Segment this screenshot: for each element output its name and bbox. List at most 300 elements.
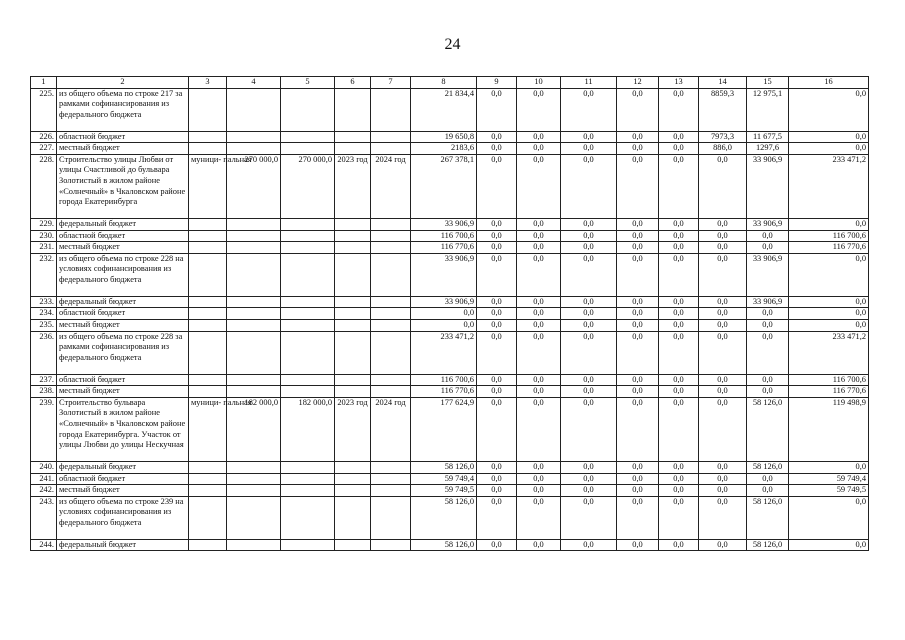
row-number: 229. (31, 218, 57, 230)
row-number: 227. (31, 143, 57, 155)
value-col-12: 0,0 (617, 253, 659, 296)
value-col-9: 0,0 (477, 88, 517, 131)
value-col-12: 0,0 (617, 473, 659, 485)
value-col-14: 0,0 (699, 154, 747, 218)
value-col-8: 116 700,6 (411, 374, 477, 386)
row-number: 239. (31, 397, 57, 461)
value-col-13: 0,0 (659, 242, 699, 254)
end-year (371, 230, 411, 242)
value-col-16: 233 471,2 (789, 331, 869, 374)
value-col-15: 11 677,5 (747, 131, 789, 143)
end-year (371, 296, 411, 308)
estimated-cost (227, 242, 281, 254)
table-row (31, 218, 869, 230)
value-col-16: 0,0 (789, 143, 869, 155)
row-name: из общего объема по строке 228 на условиях софинансирования из федерального бюджета (57, 253, 189, 296)
end-year (371, 374, 411, 386)
start-year (335, 253, 371, 296)
estimated-cost (227, 88, 281, 131)
value-col-11: 0,0 (561, 143, 617, 155)
row-name: местный бюджет (57, 386, 189, 398)
table-row (31, 308, 869, 320)
row-name: из общего объема по строке 239 на условиях софинансирования из федерального бюджета (57, 496, 189, 539)
row-number: 240. (31, 461, 57, 473)
estimated-cost: 182 000,0 (227, 397, 281, 461)
value-col-13: 0,0 (659, 143, 699, 155)
capacity-cost (281, 131, 335, 143)
value-col-14: 0,0 (699, 496, 747, 539)
value-col-10: 0,0 (517, 386, 561, 398)
table-row (31, 296, 869, 308)
value-col-16: 0,0 (789, 88, 869, 131)
end-year (371, 386, 411, 398)
ownership-form (189, 296, 227, 308)
value-col-16: 119 498,9 (789, 397, 869, 461)
value-col-10: 0,0 (517, 374, 561, 386)
value-col-11: 0,0 (561, 374, 617, 386)
table-row (31, 397, 869, 461)
value-col-16: 0,0 (789, 131, 869, 143)
estimated-cost (227, 461, 281, 473)
value-col-11: 0,0 (561, 308, 617, 320)
value-col-12: 0,0 (617, 242, 659, 254)
ownership-form (189, 319, 227, 331)
row-number: 230. (31, 230, 57, 242)
value-col-12: 0,0 (617, 143, 659, 155)
table-row (31, 319, 869, 331)
value-col-10: 0,0 (517, 397, 561, 461)
value-col-15: 33 906,9 (747, 154, 789, 218)
end-year (371, 143, 411, 155)
row-number: 237. (31, 374, 57, 386)
value-col-12: 0,0 (617, 88, 659, 131)
column-number-10: 10 (517, 77, 561, 89)
value-col-11: 0,0 (561, 218, 617, 230)
ownership-form (189, 386, 227, 398)
value-col-13: 0,0 (659, 386, 699, 398)
value-col-12: 0,0 (617, 374, 659, 386)
value-col-10: 0,0 (517, 473, 561, 485)
start-year: 2023 год (335, 154, 371, 218)
value-col-12: 0,0 (617, 218, 659, 230)
value-col-9: 0,0 (477, 143, 517, 155)
row-number: 233. (31, 296, 57, 308)
end-year (371, 331, 411, 374)
value-col-8: 33 906,9 (411, 253, 477, 296)
value-col-14: 0,0 (699, 473, 747, 485)
value-col-10: 0,0 (517, 253, 561, 296)
value-col-10: 0,0 (517, 296, 561, 308)
value-col-12: 0,0 (617, 296, 659, 308)
row-name: федеральный бюджет (57, 296, 189, 308)
value-col-15: 0,0 (747, 386, 789, 398)
start-year (335, 143, 371, 155)
table-row (31, 485, 869, 497)
value-col-14: 0,0 (699, 242, 747, 254)
value-col-9: 0,0 (477, 386, 517, 398)
value-col-10: 0,0 (517, 88, 561, 131)
value-col-10: 0,0 (517, 131, 561, 143)
end-year (371, 242, 411, 254)
value-col-8: 58 126,0 (411, 461, 477, 473)
row-number: 244. (31, 539, 57, 551)
ownership-form (189, 331, 227, 374)
end-year (371, 308, 411, 320)
value-col-15: 58 126,0 (747, 496, 789, 539)
table-row (31, 154, 869, 218)
capacity-cost (281, 473, 335, 485)
value-col-10: 0,0 (517, 218, 561, 230)
value-col-8: 267 378,1 (411, 154, 477, 218)
value-col-15: 58 126,0 (747, 397, 789, 461)
value-col-9: 0,0 (477, 319, 517, 331)
ownership-form (189, 539, 227, 551)
value-col-15: 33 906,9 (747, 253, 789, 296)
row-number: 238. (31, 386, 57, 398)
value-col-16: 0,0 (789, 253, 869, 296)
row-name: федеральный бюджет (57, 218, 189, 230)
capacity-cost (281, 88, 335, 131)
row-number: 235. (31, 319, 57, 331)
table-row (31, 143, 869, 155)
end-year (371, 473, 411, 485)
estimated-cost (227, 319, 281, 331)
value-col-14: 0,0 (699, 461, 747, 473)
row-name: местный бюджет (57, 319, 189, 331)
value-col-10: 0,0 (517, 539, 561, 551)
value-col-8: 116 770,6 (411, 242, 477, 254)
page-number: 24 (444, 36, 461, 53)
table-row (31, 331, 869, 374)
column-number-7: 7 (371, 77, 411, 89)
row-name: Строительство улицы Любви от улицы Счастливой до бульвара Золотистый в жилом районе «Солнечный» в Чкаловском районе города Екатеринбурга (57, 154, 189, 218)
value-col-15: 0,0 (747, 308, 789, 320)
start-year (335, 331, 371, 374)
estimated-cost (227, 539, 281, 551)
value-col-16: 0,0 (789, 461, 869, 473)
estimated-cost (227, 496, 281, 539)
row-number: 242. (31, 485, 57, 497)
column-number-16: 16 (789, 77, 869, 89)
value-col-8: 233 471,2 (411, 331, 477, 374)
value-col-15: 0,0 (747, 485, 789, 497)
value-col-16: 0,0 (789, 539, 869, 551)
start-year (335, 496, 371, 539)
start-year (335, 230, 371, 242)
value-col-11: 0,0 (561, 496, 617, 539)
value-col-15: 0,0 (747, 319, 789, 331)
column-number-11: 11 (561, 77, 617, 89)
value-col-8: 58 126,0 (411, 539, 477, 551)
start-year (335, 485, 371, 497)
end-year (371, 131, 411, 143)
ownership-form: муници- пальная (189, 154, 227, 218)
row-name: областной бюджет (57, 131, 189, 143)
value-col-14: 0,0 (699, 331, 747, 374)
value-col-13: 0,0 (659, 88, 699, 131)
value-col-15: 0,0 (747, 242, 789, 254)
value-col-13: 0,0 (659, 331, 699, 374)
end-year (371, 461, 411, 473)
value-col-15: 0,0 (747, 473, 789, 485)
value-col-13: 0,0 (659, 253, 699, 296)
value-col-14: 8859,3 (699, 88, 747, 131)
value-col-16: 59 749,5 (789, 485, 869, 497)
table-row (31, 386, 869, 398)
ownership-form (189, 461, 227, 473)
estimated-cost (227, 131, 281, 143)
row-name: из общего объема по строке 228 за рамками софинансирования из федерального бюджета (57, 331, 189, 374)
value-col-10: 0,0 (517, 154, 561, 218)
value-col-10: 0,0 (517, 461, 561, 473)
value-col-16: 0,0 (789, 496, 869, 539)
row-number: 232. (31, 253, 57, 296)
value-col-10: 0,0 (517, 496, 561, 539)
value-col-14: 0,0 (699, 374, 747, 386)
start-year (335, 539, 371, 551)
value-col-15: 0,0 (747, 230, 789, 242)
column-number-15: 15 (747, 77, 789, 89)
value-col-8: 58 126,0 (411, 496, 477, 539)
value-col-14: 0,0 (699, 230, 747, 242)
value-col-12: 0,0 (617, 386, 659, 398)
estimated-cost (227, 386, 281, 398)
value-col-8: 59 749,4 (411, 473, 477, 485)
table-row (31, 539, 869, 551)
value-col-12: 0,0 (617, 397, 659, 461)
column-number-2: 2 (57, 77, 189, 89)
value-col-16: 59 749,4 (789, 473, 869, 485)
estimated-cost (227, 308, 281, 320)
column-number-1: 1 (31, 77, 57, 89)
value-col-16: 0,0 (789, 308, 869, 320)
column-number-13: 13 (659, 77, 699, 89)
estimated-cost (227, 218, 281, 230)
capacity-cost (281, 485, 335, 497)
capacity-cost (281, 296, 335, 308)
row-name: федеральный бюджет (57, 539, 189, 551)
value-col-8: 33 906,9 (411, 218, 477, 230)
value-col-9: 0,0 (477, 242, 517, 254)
value-col-13: 0,0 (659, 230, 699, 242)
value-col-11: 0,0 (561, 331, 617, 374)
capacity-cost (281, 230, 335, 242)
column-number-5: 5 (281, 77, 335, 89)
value-col-14: 0,0 (699, 485, 747, 497)
table-row (31, 374, 869, 386)
value-col-16: 0,0 (789, 296, 869, 308)
table-row (31, 461, 869, 473)
value-col-11: 0,0 (561, 230, 617, 242)
value-col-8: 59 749,5 (411, 485, 477, 497)
value-col-11: 0,0 (561, 253, 617, 296)
end-year (371, 496, 411, 539)
value-col-11: 0,0 (561, 319, 617, 331)
start-year (335, 218, 371, 230)
value-col-13: 0,0 (659, 154, 699, 218)
value-col-16: 116 700,6 (789, 374, 869, 386)
end-year (371, 485, 411, 497)
value-col-8: 177 624,9 (411, 397, 477, 461)
value-col-14: 0,0 (699, 296, 747, 308)
value-col-13: 0,0 (659, 485, 699, 497)
value-col-9: 0,0 (477, 296, 517, 308)
budget-table (30, 76, 869, 551)
value-col-9: 0,0 (477, 308, 517, 320)
column-number-header-row (31, 77, 869, 89)
value-col-15: 33 906,9 (747, 218, 789, 230)
row-name: местный бюджет (57, 242, 189, 254)
value-col-16: 233 471,2 (789, 154, 869, 218)
value-col-14: 0,0 (699, 308, 747, 320)
value-col-11: 0,0 (561, 88, 617, 131)
end-year: 2024 год (371, 154, 411, 218)
capacity-cost (281, 242, 335, 254)
value-col-10: 0,0 (517, 242, 561, 254)
value-col-15: 58 126,0 (747, 461, 789, 473)
value-col-10: 0,0 (517, 143, 561, 155)
value-col-9: 0,0 (477, 154, 517, 218)
estimated-cost (227, 230, 281, 242)
value-col-11: 0,0 (561, 154, 617, 218)
value-col-12: 0,0 (617, 319, 659, 331)
value-col-13: 0,0 (659, 539, 699, 551)
value-col-13: 0,0 (659, 461, 699, 473)
value-col-8: 116 700,6 (411, 230, 477, 242)
row-name: из общего объема по строке 217 за рамками софинансирования из федерального бюджета (57, 88, 189, 131)
value-col-11: 0,0 (561, 386, 617, 398)
ownership-form (189, 143, 227, 155)
capacity-cost (281, 374, 335, 386)
end-year: 2024 год (371, 397, 411, 461)
ownership-form (189, 308, 227, 320)
row-number: 231. (31, 242, 57, 254)
value-col-11: 0,0 (561, 242, 617, 254)
row-name: Строительство бульвара Золотистый в жилом районе «Солнечный» в Чкаловском районе города Екатеринбурга. Участок от улицы Любви до улицы Нескучная (57, 397, 189, 461)
value-col-16: 116 700,6 (789, 230, 869, 242)
ownership-form (189, 485, 227, 497)
value-col-11: 0,0 (561, 131, 617, 143)
start-year (335, 131, 371, 143)
value-col-9: 0,0 (477, 485, 517, 497)
capacity-cost (281, 331, 335, 374)
estimated-cost (227, 296, 281, 308)
capacity-cost (281, 308, 335, 320)
estimated-cost (227, 374, 281, 386)
start-year (335, 461, 371, 473)
estimated-cost (227, 331, 281, 374)
value-col-13: 0,0 (659, 496, 699, 539)
table-row (31, 230, 869, 242)
start-year (335, 308, 371, 320)
column-number-8: 8 (411, 77, 477, 89)
estimated-cost (227, 253, 281, 296)
start-year: 2023 год (335, 397, 371, 461)
start-year (335, 473, 371, 485)
value-col-8: 33 906,9 (411, 296, 477, 308)
value-col-9: 0,0 (477, 331, 517, 374)
value-col-12: 0,0 (617, 308, 659, 320)
value-col-15: 0,0 (747, 374, 789, 386)
ownership-form (189, 218, 227, 230)
row-number: 234. (31, 308, 57, 320)
value-col-13: 0,0 (659, 296, 699, 308)
row-name: областной бюджет (57, 473, 189, 485)
value-col-14: 0,0 (699, 319, 747, 331)
value-col-13: 0,0 (659, 308, 699, 320)
value-col-13: 0,0 (659, 319, 699, 331)
row-name: областной бюджет (57, 230, 189, 242)
value-col-9: 0,0 (477, 253, 517, 296)
capacity-cost: 270 000,0 (281, 154, 335, 218)
value-col-8: 116 770,6 (411, 386, 477, 398)
column-number-9: 9 (477, 77, 517, 89)
value-col-11: 0,0 (561, 461, 617, 473)
row-name: областной бюджет (57, 374, 189, 386)
table-row (31, 242, 869, 254)
start-year (335, 242, 371, 254)
end-year (371, 88, 411, 131)
value-col-8: 21 834,4 (411, 88, 477, 131)
row-number: 228. (31, 154, 57, 218)
value-col-11: 0,0 (561, 296, 617, 308)
value-col-16: 0,0 (789, 218, 869, 230)
column-number-3: 3 (189, 77, 227, 89)
value-col-15: 12 975,1 (747, 88, 789, 131)
value-col-12: 0,0 (617, 485, 659, 497)
value-col-12: 0,0 (617, 539, 659, 551)
capacity-cost (281, 319, 335, 331)
value-col-14: 886,0 (699, 143, 747, 155)
value-col-15: 0,0 (747, 331, 789, 374)
ownership-form (189, 374, 227, 386)
ownership-form (189, 230, 227, 242)
row-name: местный бюджет (57, 485, 189, 497)
row-number: 226. (31, 131, 57, 143)
value-col-11: 0,0 (561, 539, 617, 551)
row-name: местный бюджет (57, 143, 189, 155)
value-col-12: 0,0 (617, 331, 659, 374)
value-col-15: 58 126,0 (747, 539, 789, 551)
value-col-9: 0,0 (477, 473, 517, 485)
value-col-14: 0,0 (699, 253, 747, 296)
end-year (371, 253, 411, 296)
value-col-8: 0,0 (411, 319, 477, 331)
value-col-11: 0,0 (561, 485, 617, 497)
column-number-12: 12 (617, 77, 659, 89)
capacity-cost (281, 539, 335, 551)
column-number-4: 4 (227, 77, 281, 89)
value-col-10: 0,0 (517, 331, 561, 374)
value-col-13: 0,0 (659, 374, 699, 386)
row-number: 236. (31, 331, 57, 374)
value-col-13: 0,0 (659, 218, 699, 230)
value-col-16: 116 770,6 (789, 242, 869, 254)
end-year (371, 319, 411, 331)
start-year (335, 88, 371, 131)
row-name: областной бюджет (57, 308, 189, 320)
row-number: 243. (31, 496, 57, 539)
value-col-9: 0,0 (477, 397, 517, 461)
value-col-9: 0,0 (477, 374, 517, 386)
capacity-cost (281, 386, 335, 398)
value-col-15: 33 906,9 (747, 296, 789, 308)
value-col-14: 0,0 (699, 397, 747, 461)
row-name: федеральный бюджет (57, 461, 189, 473)
ownership-form (189, 473, 227, 485)
value-col-16: 116 770,6 (789, 386, 869, 398)
start-year (335, 386, 371, 398)
